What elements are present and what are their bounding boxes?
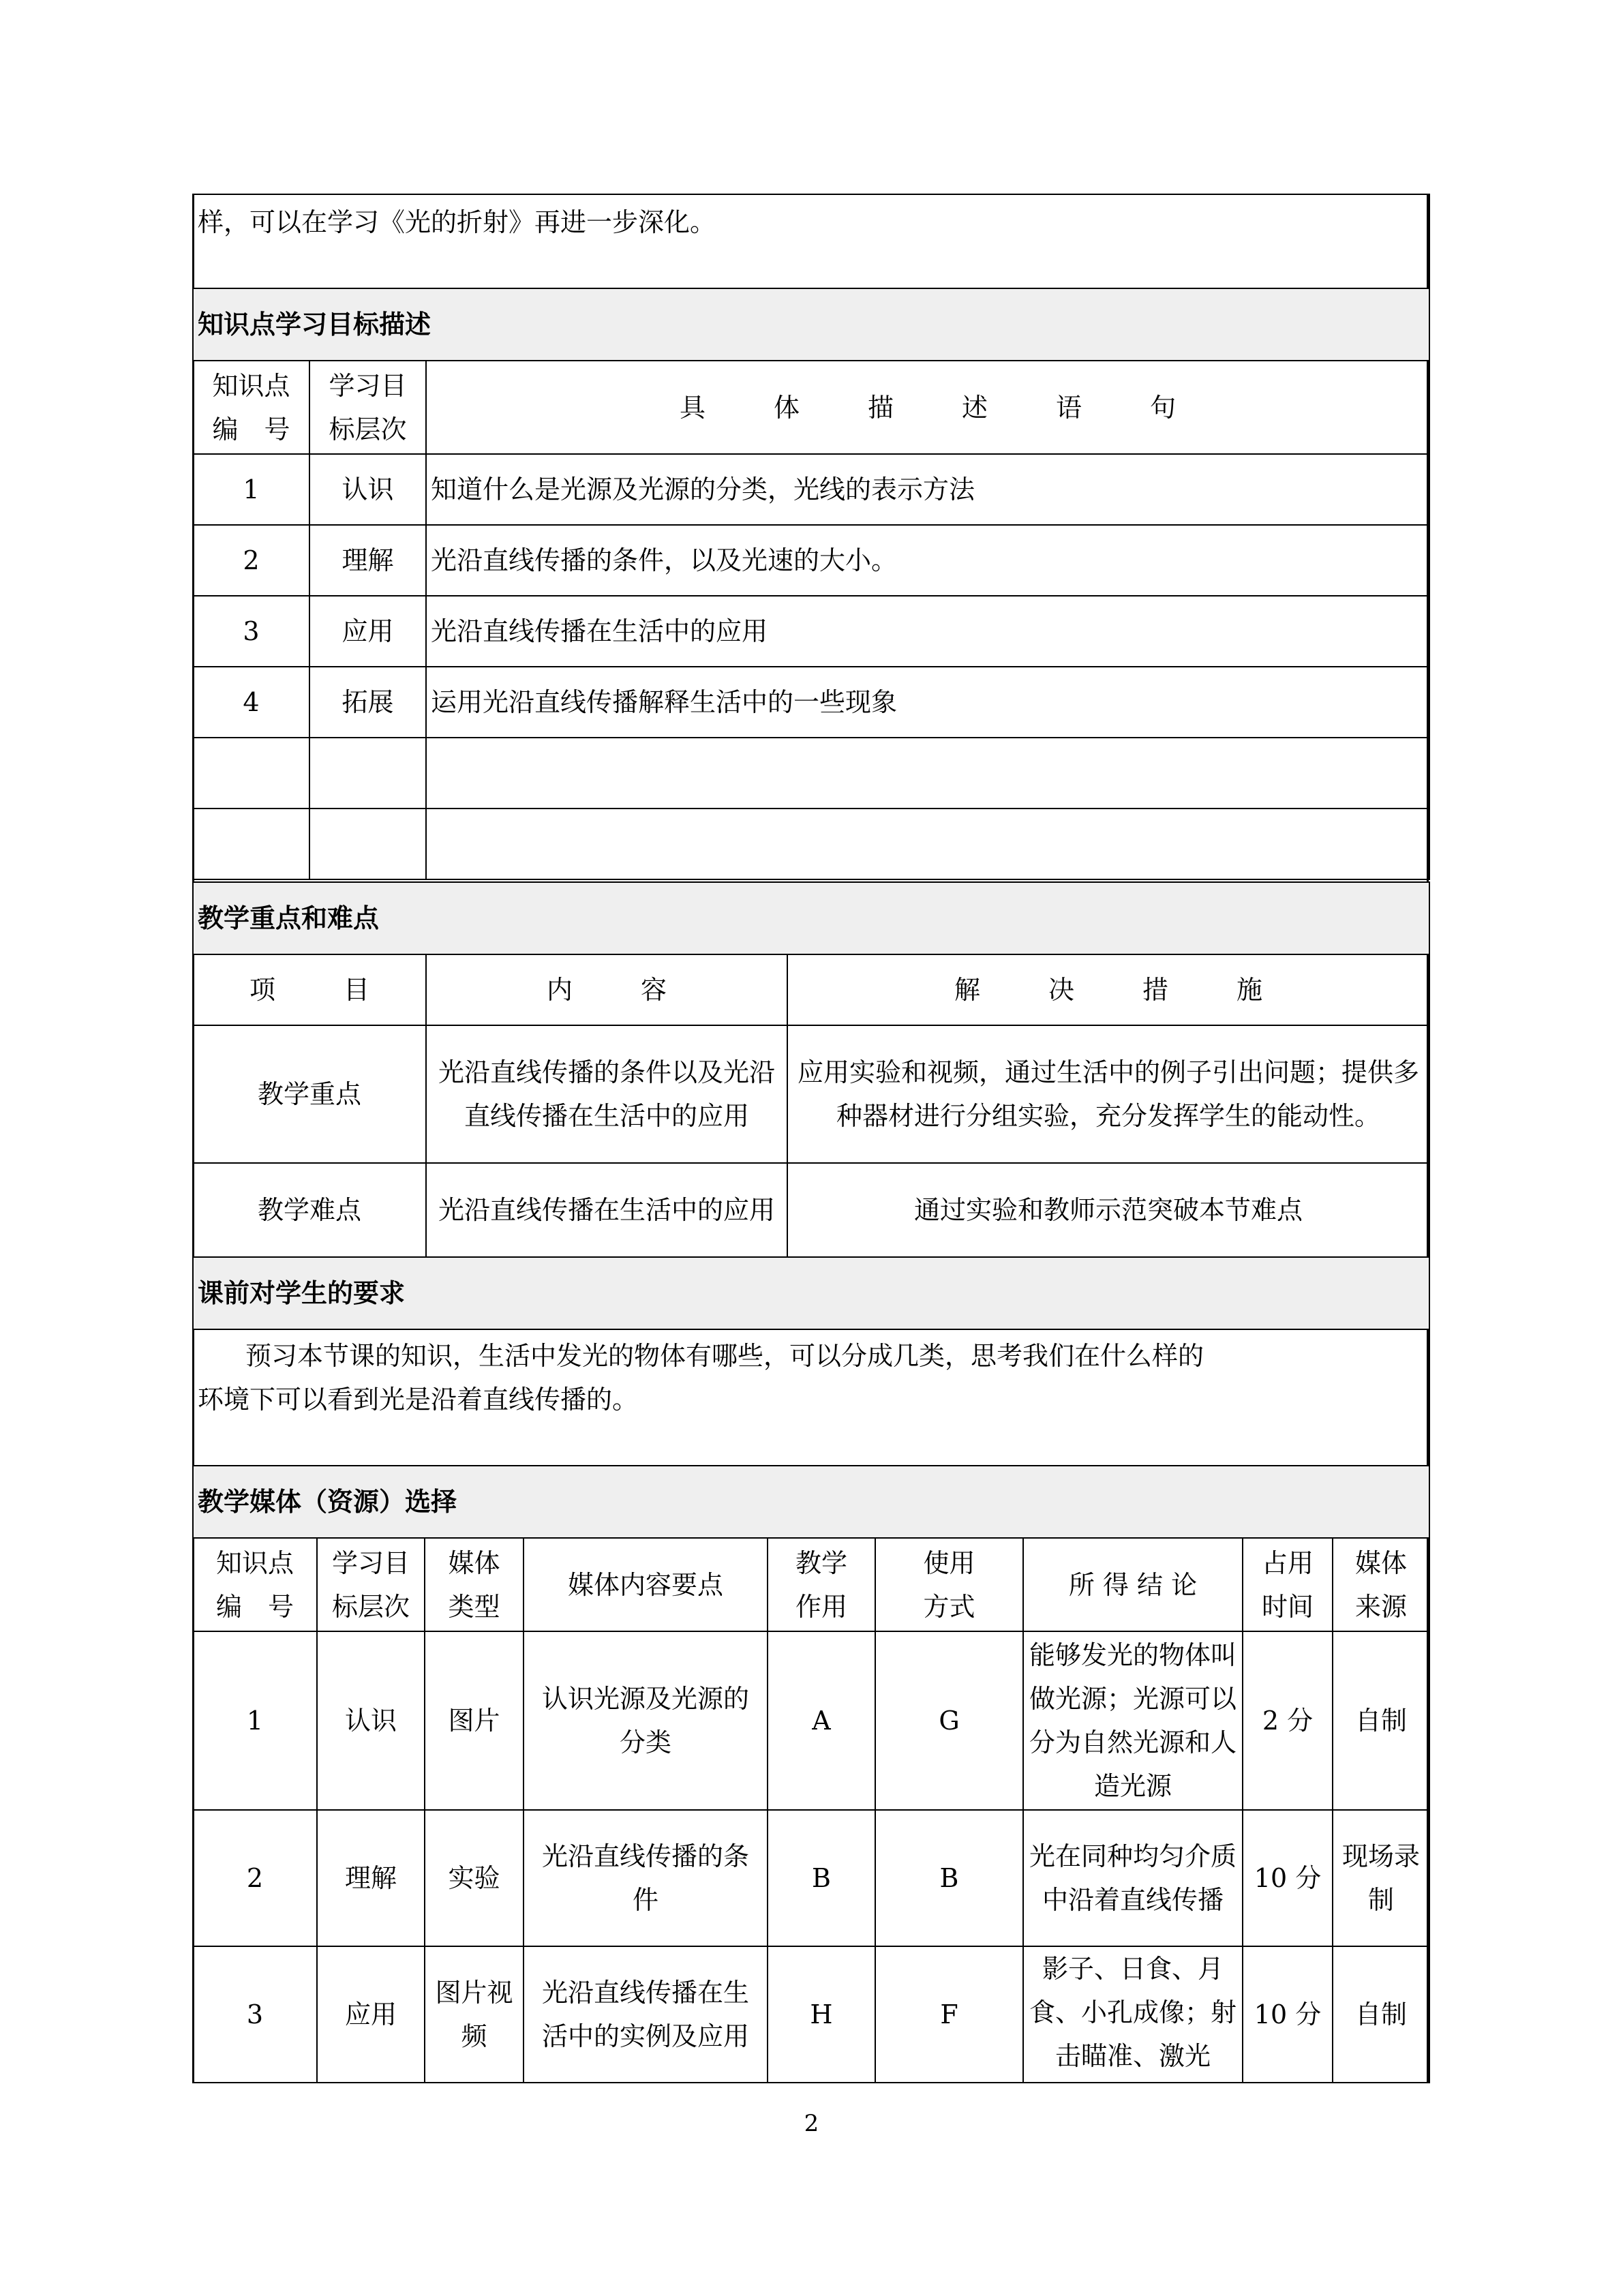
table-row: [193, 1025, 1429, 1163]
media-number: 1: [193, 1631, 317, 1810]
col-header-level: 学习目 标层次: [309, 361, 426, 454]
media-content: 认识光源及光源的分类: [524, 1631, 768, 1810]
col-header-item: 项 目: [193, 954, 426, 1025]
objective-description: 运用光沿直线传播解释生活中的一些现象: [426, 667, 1429, 738]
intro-text: 样，可以在学习《光的折射》再进一步深化。: [193, 194, 1429, 288]
media-conclusion: 影子、日食、月食、小孔成像；射击瞄准、激光: [1023, 1946, 1243, 2083]
media-time: 10 分: [1243, 1810, 1333, 1946]
objectives-table: [192, 194, 1430, 880]
col-header-number: 知识点 编 号: [193, 1538, 317, 1631]
objective-level: 应用: [309, 596, 426, 667]
media-number: 2: [193, 1810, 317, 1946]
media-content: 光沿直线传播的条件: [524, 1810, 768, 1946]
requirements-line-2: 环境下可以看到光是沿着直线传播的。: [198, 1385, 639, 1415]
media-time: 2 分: [1243, 1631, 1333, 1810]
media-conclusion: 能够发光的物体叫做光源；光源可以分为自然光源和人造光源: [1023, 1631, 1243, 1810]
col-header-level: 学习目 标层次: [317, 1538, 425, 1631]
media-source: 自制: [1333, 1946, 1429, 2083]
objective-number: 1: [193, 454, 309, 525]
objective-level: 拓展: [309, 667, 426, 738]
media-number: 3: [193, 1946, 317, 2083]
keypoint-item: 教学难点: [193, 1163, 426, 1257]
media-level: 认识: [317, 1631, 425, 1810]
keypoints-section-title: 教学重点和难点: [193, 882, 1429, 954]
media-type: 实验: [425, 1810, 524, 1946]
media-source: 现场录制: [1333, 1810, 1429, 1946]
col-header-usage: 使用 方式: [875, 1538, 1023, 1631]
col-header-source: 媒体 来源: [1333, 1538, 1429, 1631]
col-header-role: 教学 作用: [768, 1538, 875, 1631]
col-header-content: 媒体内容要点: [524, 1538, 768, 1631]
media-usage: G: [875, 1631, 1023, 1810]
keypoints-table: [192, 881, 1430, 1258]
col-header-description: 具 体 描 述 语 句: [426, 361, 1429, 454]
media-usage: F: [875, 1946, 1023, 2083]
col-header-solution: 解 决 措 施: [787, 954, 1429, 1025]
table-row: [193, 667, 1429, 738]
col-header-time: 占用 时间: [1243, 1538, 1333, 1631]
keypoint-item: 教学重点: [193, 1025, 426, 1163]
objective-description: 光沿直线传播的条件，以及光速的大小。: [426, 525, 1429, 596]
objective-number: 3: [193, 596, 309, 667]
media-level: 理解: [317, 1810, 425, 1946]
col-header-conclusion: 所 得 结 论: [1023, 1538, 1243, 1631]
objective-description: 光沿直线传播在生活中的应用: [426, 596, 1429, 667]
media-usage: B: [875, 1810, 1023, 1946]
objective-number: 2: [193, 525, 309, 596]
media-type: 图片: [425, 1631, 524, 1810]
media-source: 自制: [1333, 1631, 1429, 1810]
table-row: [193, 525, 1429, 596]
requirements-section-title: 课前对学生的要求: [193, 1257, 1429, 1329]
media-type: 图片视频: [425, 1946, 524, 2083]
col-header-type: 媒体 类型: [425, 1538, 524, 1631]
keypoint-solution: 通过实验和教师示范突破本节难点: [787, 1163, 1429, 1257]
objectives-section-title: 知识点学习目标描述: [193, 288, 1429, 361]
col-header-content: 内 容: [426, 954, 787, 1025]
table-row-empty: [193, 738, 1429, 809]
media-role: H: [768, 1946, 875, 2083]
col-header-number: 知识点 编 号: [193, 361, 309, 454]
table-row: [193, 1810, 1429, 1946]
media-conclusion: 光在同种均匀介质中沿着直线传播: [1023, 1810, 1243, 1946]
table-row: [193, 454, 1429, 525]
table-row: [193, 1163, 1429, 1257]
requirements-line-1: 预习本节课的知识，生活中发光的物体有哪些，可以分成几类，思考我们在什么样的: [245, 1341, 1204, 1371]
media-table: [192, 1465, 1430, 2083]
table-row: [193, 1946, 1429, 2083]
objective-description: 知道什么是光源及光源的分类，光线的表示方法: [426, 454, 1429, 525]
table-row: [193, 1631, 1429, 1810]
requirements-table: [192, 1256, 1430, 1466]
media-role: A: [768, 1631, 875, 1810]
requirements-text: [193, 1329, 1429, 1466]
media-level: 应用: [317, 1946, 425, 2083]
page-number: 2: [804, 2110, 819, 2137]
objective-number: 4: [193, 667, 309, 738]
media-content: 光沿直线传播在生活中的实例及应用: [524, 1946, 768, 2083]
media-role: B: [768, 1810, 875, 1946]
keypoint-content: 光沿直线传播在生活中的应用: [426, 1163, 787, 1257]
media-section-title: 教学媒体（资源）选择: [193, 1466, 1429, 1538]
keypoint-content: 光沿直线传播的条件以及光沿直线传播在生活中的应用: [426, 1025, 787, 1163]
objective-level: 理解: [309, 525, 426, 596]
table-row: [193, 596, 1429, 667]
objective-level: 认识: [309, 454, 426, 525]
table-row-empty: [193, 809, 1429, 879]
keypoint-solution: 应用实验和视频，通过生活中的例子引出问题；提供多种器材进行分组实验，充分发挥学生的能动性。: [787, 1025, 1429, 1163]
media-time: 10 分: [1243, 1946, 1333, 2083]
